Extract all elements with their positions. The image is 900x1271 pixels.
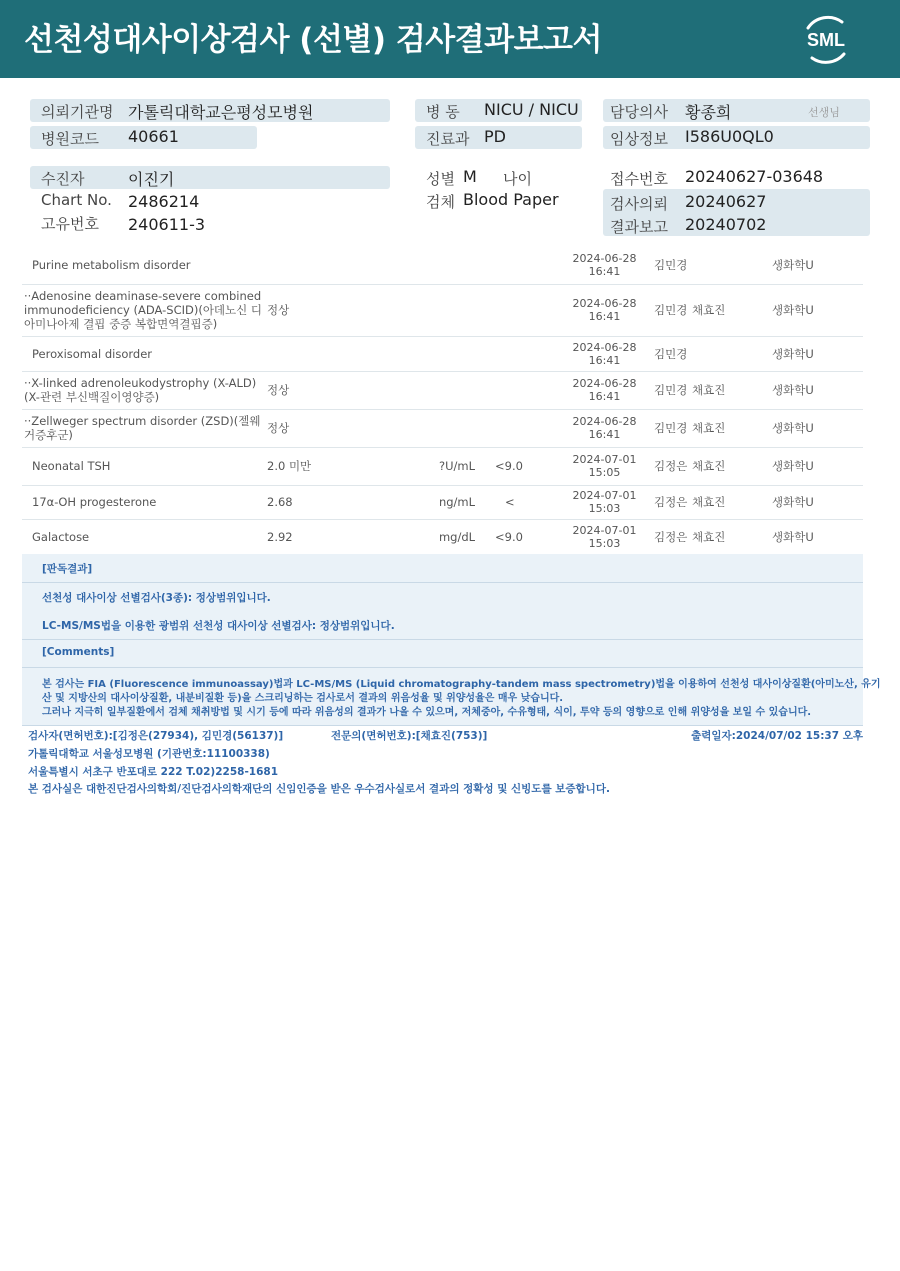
- comments-line-3: 그러나 지극히 일부질환에서 검체 채취방법 및 시기 등에 따라 위음성의 결과가 나올 수 있으며, 저체중아, 수유형태, 식이, 투약 등의 영향으로 인해 위양성을 보일 수 있습니다.: [42, 707, 812, 718]
- test-technician: 김정은: [642, 519, 692, 554]
- divider: [22, 639, 863, 640]
- table-row: [22, 409, 863, 447]
- test-reviewer: 채효진: [692, 519, 754, 554]
- test-reference: <: [487, 485, 567, 519]
- sml-logo-icon: [798, 12, 854, 68]
- test-unit: [427, 371, 487, 409]
- test-reference: [487, 247, 567, 284]
- judgement-line-2: LC-MS/MS법을 이용한 광범위 선천성 대사이상 선별검사: 정상범위입니다.: [42, 620, 395, 632]
- test-result: 정상: [267, 409, 427, 447]
- results-table: [22, 247, 863, 555]
- test-reference: [487, 409, 567, 447]
- test-unit: [427, 284, 487, 336]
- report-title: 선천성대사이상검사 (선별) 검사결과보고서: [24, 22, 602, 58]
- test-reviewer: 채효진: [692, 409, 754, 447]
- institution-label: 의뢰기관명: [41, 103, 114, 121]
- test-technician: 김민경: [642, 247, 692, 284]
- test-department: 생화학U: [754, 284, 863, 336]
- certification-note: 본 검사실은 대한진단검사의학회/진단검사의학재단의 신임인증을 받은 우수검사실로서 결과의 정확성 및 신빙도를 보증합니다.: [28, 783, 610, 795]
- table-row: [22, 485, 863, 519]
- specimen-value: Blood Paper: [463, 190, 559, 209]
- table-row: [22, 284, 863, 336]
- test-unit: [427, 336, 487, 371]
- lab-hospital: 가톨릭대학교 서울성모병원 (기관번호:11100338): [28, 748, 270, 760]
- chart-label: Chart No.: [41, 191, 112, 209]
- report-label: 결과보고: [610, 218, 668, 236]
- comments-line-2: 산 및 지방산의 대사이상질환, 내분비질환 등)을 스크리닝하는 검사로서 결과의 위음성율 및 위양성율은 매우 낮습니다.: [42, 693, 564, 704]
- doctor-value: 황종희: [685, 103, 732, 122]
- test-name: ··Adenosine deaminase-severe combined immunodeficiency (ADA-SCID)(아데노신 디아미나아제 결핍 중증 복합면역결핍증): [22, 284, 267, 336]
- table-row: [22, 447, 863, 485]
- specimen-label: 검체: [426, 193, 455, 211]
- test-result: 정상: [267, 284, 427, 336]
- divider: [22, 725, 863, 726]
- receipt-value: 20240627-03648: [685, 167, 824, 186]
- test-reference: [487, 336, 567, 371]
- test-technician: 김정은: [642, 447, 692, 485]
- test-reference: [487, 284, 567, 336]
- test-name: Neonatal TSH: [22, 447, 267, 485]
- test-name: 17α-OH progesterone: [22, 485, 267, 519]
- doctor-label: 담당의사: [610, 103, 668, 121]
- test-time: 16:41: [588, 265, 621, 279]
- test-department: 생화학U: [754, 336, 863, 371]
- report-header: [0, 0, 900, 78]
- test-unit: mg/dL: [427, 519, 487, 554]
- divider: [22, 582, 863, 583]
- test-department: 생화학U: [754, 409, 863, 447]
- test-department: 생화학U: [754, 447, 863, 485]
- test-datetime: [567, 371, 642, 409]
- institution-value: 가톨릭대학교은평성모병원: [128, 103, 314, 122]
- test-reference: <9.0: [487, 519, 567, 554]
- test-date: 2024-06-28: [572, 415, 637, 428]
- clinical-info-value: I586U0QL0: [685, 127, 774, 146]
- test-time: 15:05: [588, 466, 621, 479]
- test-datetime: [567, 336, 642, 371]
- test-technician: 김민경: [642, 371, 692, 409]
- test-datetime: [567, 519, 642, 554]
- report-value: 20240702: [685, 215, 767, 234]
- test-department: 생화학U: [754, 485, 863, 519]
- patient-label: 수진자: [41, 170, 85, 188]
- table-row: [22, 336, 863, 371]
- test-technician: 김민경: [642, 284, 692, 336]
- test-time: 16:41: [588, 310, 621, 323]
- test-date: 2024-07-01: [572, 453, 637, 466]
- test-name: ··Zellweger spectrum disorder (ZSD)(젤웨거증후군): [22, 409, 267, 447]
- test-time: 16:41: [588, 353, 621, 367]
- test-datetime: [567, 485, 642, 519]
- test-time: 16:41: [588, 428, 621, 441]
- test-result: 2.68: [267, 485, 427, 519]
- test-result: 2.92: [267, 519, 427, 554]
- test-date: 2024-06-28: [572, 252, 637, 266]
- ward-value: NICU / NICU: [484, 100, 579, 119]
- test-reviewer: 채효진: [692, 447, 754, 485]
- table-row: [22, 247, 863, 284]
- department-value: PD: [484, 127, 506, 146]
- test-result: [267, 247, 427, 284]
- hospital-code-value: 40661: [128, 127, 179, 146]
- test-datetime: [567, 409, 642, 447]
- test-date: 2024-07-01: [572, 523, 637, 537]
- age-label: 나이: [503, 170, 532, 188]
- test-department: 생화학U: [754, 371, 863, 409]
- print-date: 출력일자:2024/07/02 15:37 오후: [691, 730, 863, 742]
- test-reviewer: 채효진: [692, 485, 754, 519]
- test-time: 15:03: [588, 502, 621, 515]
- test-date: 2024-07-01: [572, 489, 637, 502]
- test-date: 2024-06-28: [572, 377, 637, 390]
- request-value: 20240627: [685, 192, 767, 211]
- department-label: 진료과: [426, 130, 470, 148]
- test-department: 생화학U: [754, 519, 863, 554]
- test-unit: [427, 409, 487, 447]
- clinical-info-label: 임상정보: [610, 130, 668, 148]
- test-unit: ?U/mL: [427, 447, 487, 485]
- test-reviewer: [692, 247, 754, 284]
- test-reference: <9.0: [487, 447, 567, 485]
- unique-no-label: 고유번호: [41, 215, 99, 233]
- request-label: 검사의뢰: [610, 195, 668, 213]
- test-name: Purine metabolism disorder: [22, 247, 267, 284]
- test-reviewer: [692, 336, 754, 371]
- test-unit: ng/mL: [427, 485, 487, 519]
- receipt-label: 접수번호: [610, 170, 668, 188]
- test-name: Peroxisomal disorder: [22, 336, 267, 371]
- doctor-suffix: 선생님: [808, 106, 840, 119]
- specialist: 전문의(면허번호):[채효진(753)]: [331, 730, 488, 742]
- test-reviewer: 채효진: [692, 371, 754, 409]
- test-time: 16:41: [588, 390, 621, 403]
- chart-value: 2486214: [128, 192, 200, 211]
- test-result: 2.0 미만: [267, 447, 427, 485]
- lab-address: 서울특별시 서초구 반포대로 222 T.02)2258-1681: [28, 766, 279, 778]
- ward-label: 병 동: [426, 103, 460, 121]
- test-time: 15:03: [588, 536, 621, 550]
- patient-value: 이진기: [128, 170, 175, 189]
- judgement-line-1: 선천성 대사이상 선별검사(3종): 정상범위입니다.: [42, 592, 271, 604]
- test-date: 2024-06-28: [572, 340, 637, 354]
- test-technician: 김민경: [642, 409, 692, 447]
- test-datetime: [567, 247, 642, 284]
- table-row: [22, 519, 863, 554]
- test-technician: 김정은: [642, 485, 692, 519]
- table-row: [22, 371, 863, 409]
- test-name: ··X-linked adrenoleukodystrophy (X-ALD)(X-관련 부신백질이영양증): [22, 371, 267, 409]
- examiners: 검사자(면허번호):[김정은(27934), 김민경(56137)]: [28, 730, 284, 742]
- test-datetime: [567, 284, 642, 336]
- logo-text: SML: [807, 30, 845, 50]
- test-datetime: [567, 447, 642, 485]
- test-unit: [427, 247, 487, 284]
- sex-value: M: [463, 167, 477, 186]
- judgement-title: [판독결과]: [42, 563, 93, 575]
- test-department: 생화학U: [754, 247, 863, 284]
- test-reference: [487, 371, 567, 409]
- test-name: Galactose: [22, 519, 267, 554]
- test-result: 정상: [267, 371, 427, 409]
- test-date: 2024-06-28: [572, 297, 637, 310]
- sex-label: 성별: [426, 170, 455, 188]
- comments-title: [Comments]: [42, 646, 115, 658]
- test-result: [267, 336, 427, 371]
- comments-line-1: 본 검사는 FIA (Fluorescence immunoassay)법과 LC-MS/MS (Liquid chromatography-tandem mass spectrometry)법을 이용하여 선천성 대사이상질환(아미노산, 유기: [42, 679, 881, 690]
- test-technician: 김민경: [642, 336, 692, 371]
- unique-no-value: 240611-3: [128, 215, 206, 234]
- test-reviewer: 채효진: [692, 284, 754, 336]
- divider: [22, 667, 863, 668]
- hospital-code-label: 병원코드: [41, 130, 99, 148]
